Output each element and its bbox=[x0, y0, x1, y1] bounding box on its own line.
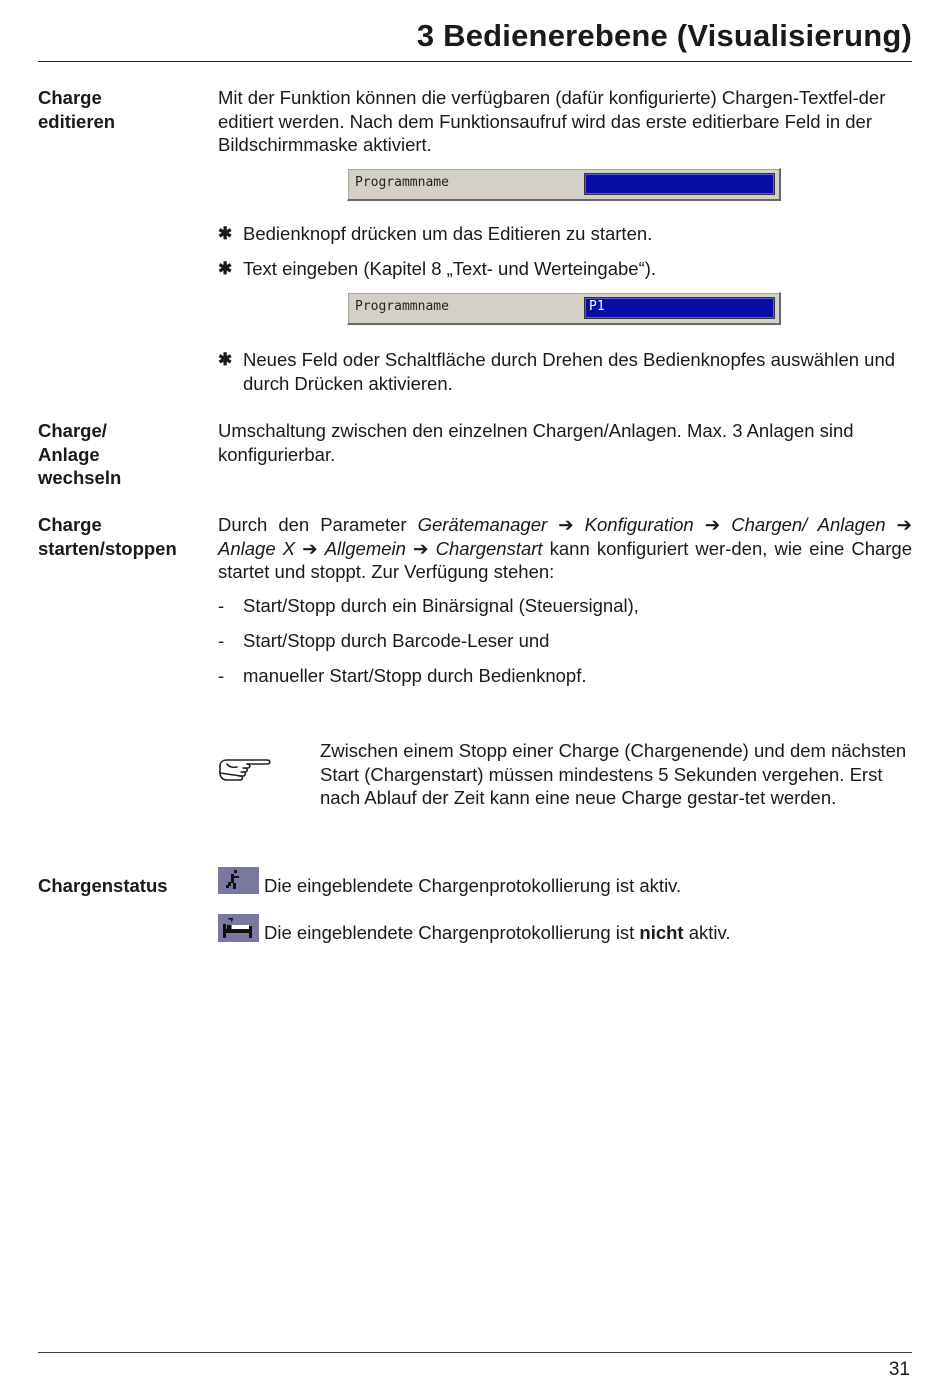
status-inactive-text bbox=[264, 921, 912, 945]
intro-text: kann konfiguriert wer-den, wie eine Charge startet und stoppt. Zur Verfügung stehen: bbox=[218, 537, 913, 582]
field-label: Programmname bbox=[355, 299, 449, 314]
menu-path-item: Anlage X bbox=[218, 537, 296, 559]
label-line: Charge/ bbox=[38, 420, 107, 441]
bullet-text: Text eingeben (Kapitel 8 „Text- und Werteingabe“). bbox=[243, 258, 657, 279]
intro-text: Durch den Parameter bbox=[218, 514, 407, 535]
list-item bbox=[218, 594, 639, 618]
note-text: Zwischen einem Stopp einer Charge (Chargenende) und dem nächsten Start (Chargenstart) müssen mindestens 5 Sekunden vergehen. Erst nach Ablauf der Zeit kann eine neue Charge gestar-tet werden. bbox=[320, 740, 907, 808]
bullet-text: Bedienknopf drücken um das Editieren zu starten. bbox=[243, 223, 653, 244]
status-text-emphasis: nicht bbox=[639, 922, 684, 943]
menu-path-item: Chargen/ Anlagen bbox=[731, 514, 886, 535]
section-label-charge-wechseln bbox=[38, 419, 213, 490]
bullet-item bbox=[218, 348, 912, 395]
dash-marker: - bbox=[218, 665, 225, 686]
label-line: Anlage bbox=[38, 443, 100, 465]
label-line: Charge bbox=[38, 87, 102, 108]
asterisk-bullet-icon: ✱ bbox=[218, 259, 233, 278]
running-figure-icon bbox=[218, 867, 259, 894]
programmname-field-filled bbox=[347, 292, 781, 325]
bullet-item bbox=[218, 257, 912, 281]
list-item bbox=[218, 629, 549, 653]
charge-editieren-text: Mit der Funktion können die verfügbaren (dafür konfigurierte) Chargen-Textfel-der editiert werden. Nach dem Funktionsaufruf wird das erste editierbare Feld in der Bildschirmmaske aktiviert. bbox=[218, 87, 886, 155]
status-active-text: Die eingeblendete Chargenprotokollierung ist aktiv. bbox=[264, 875, 682, 896]
arrow-icon: ➔ bbox=[302, 537, 318, 559]
field-value-box[interactable] bbox=[585, 298, 774, 318]
dash-marker: - bbox=[218, 630, 225, 651]
arrow-icon: ➔ bbox=[896, 514, 913, 535]
menu-path-item: Chargenstart bbox=[435, 537, 543, 559]
header-divider bbox=[38, 61, 912, 62]
list-item bbox=[218, 664, 587, 688]
bullet-item bbox=[218, 222, 912, 246]
arrow-icon: ➔ bbox=[558, 514, 574, 535]
footer-divider bbox=[38, 1352, 912, 1353]
section-label-charge-starten bbox=[38, 513, 213, 560]
list-item-text: Start/Stopp durch ein Binärsignal (Steuersignal), bbox=[243, 595, 639, 616]
arrow-icon: ➔ bbox=[413, 537, 429, 559]
section-label-chargenstatus: Chargenstatus bbox=[38, 875, 168, 896]
sleeping-figure-icon bbox=[218, 914, 259, 942]
list-item-text: manueller Start/Stopp durch Bedienknopf. bbox=[243, 665, 587, 686]
label-line: wechseln bbox=[38, 467, 122, 488]
label-line: starten/stoppen bbox=[38, 537, 177, 559]
field-value-box[interactable] bbox=[585, 174, 774, 194]
field-label: Programmname bbox=[355, 175, 449, 190]
section-label-charge-editieren bbox=[38, 86, 213, 133]
field-value: P1 bbox=[589, 299, 605, 314]
programmname-field-empty bbox=[347, 168, 781, 201]
label-line: editieren bbox=[38, 110, 116, 132]
asterisk-bullet-icon: ✱ bbox=[218, 224, 233, 243]
list-item-text: Start/Stopp durch Barcode-Leser und bbox=[243, 630, 550, 651]
menu-path-item: Allgemein bbox=[324, 537, 406, 559]
bullet-text: Neues Feld oder Schaltfläche durch Drehen des Bedienknopfes auswählen und durch Drücken aktivieren. bbox=[243, 349, 896, 394]
page-title: 3 Bedienerebene (Visualisierung) bbox=[416, 18, 912, 53]
menu-path-item: Gerätemanager bbox=[417, 514, 548, 535]
pointing-hand-icon bbox=[217, 756, 273, 786]
page-number: 31 bbox=[888, 1359, 910, 1380]
arrow-icon: ➔ bbox=[704, 514, 721, 535]
menu-path-item: Konfiguration bbox=[584, 514, 694, 535]
charge-wechseln-text: Umschaltung zwischen den einzelnen Chargen/Anlagen. Max. 3 Anlagen sind konfigurierbar. bbox=[218, 420, 854, 465]
status-text-part: Die eingeblendete Chargenprotokollierung ist bbox=[264, 922, 635, 943]
asterisk-bullet-icon: ✱ bbox=[218, 350, 233, 369]
dash-marker: - bbox=[218, 595, 225, 616]
status-text-part: aktiv. bbox=[688, 922, 731, 943]
label-line: Charge bbox=[38, 514, 102, 535]
charge-starten-text bbox=[218, 513, 912, 584]
